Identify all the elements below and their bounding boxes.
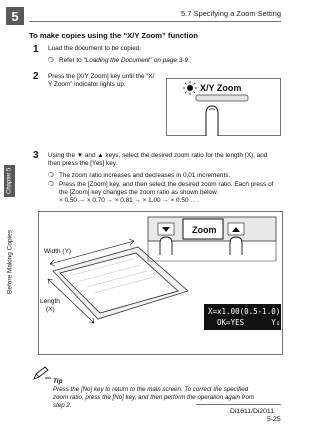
lcd-display [204,304,294,330]
chapter-number-badge: 5 [6,7,24,25]
zoom-key-label: Zoom [192,225,217,235]
bullet-icon: ❍ [48,172,54,179]
lcd-line-2: OK=YES Y↓ [208,318,281,327]
header-divider [29,21,281,22]
bullet-icon: ❍ [48,57,54,64]
zoom-sequence: × 0.50 → × 0.70 → × 0.81 → × 1.00 → × 0.50 . . . [59,197,200,204]
length-label: Length [40,298,60,305]
bullet-icon: ❍ [48,181,54,188]
step-text-line: then press the [Yes] key. [48,160,118,167]
indicator-light-icon [187,85,193,91]
step-number: 1 [33,44,39,55]
width-label: Width (Y) [44,248,72,255]
footer-model: Di1611/Di2011 [230,408,274,415]
step-number: 3 [33,150,39,161]
tip-text: Press the [No] key to return to the main screen. To correct the specified zoom ratio, press the [No] key, and then perform the operation again from step 2. [53,386,255,410]
procedure-title: To make copies using the “X/Y Zoom” function [29,31,198,40]
xy-zoom-key-illustration [166,78,281,136]
pressing-finger-icon [230,237,242,255]
xy-zoom-key-label: X/Y Zoom [200,83,242,93]
page-reference-link[interactable]: “Loading the Document” on page 3-9 [83,57,188,64]
step-note: ❍ Refer to “Loading the Document” on page 3-9. [48,57,190,64]
tip-label: Tip [53,378,63,385]
pressing-finger-icon [206,106,218,136]
step-text: Load the document to be copied. [48,45,142,52]
step-note-continued: the [Zoom] key changes the zoom ratio as shown below. [59,189,219,196]
step-note: ❍ The zoom ratio increases and decreases in 0.01 increments. [48,172,231,179]
length-axis-label: (X) [46,306,55,313]
lcd-line-1: X=x1.00(0.5-1.0) →X [208,307,294,316]
step-text-line: Press the [X/Y Zoom] key until the “X/ [48,73,155,80]
pressing-finger-icon [160,237,172,255]
tip-pencil-icon [33,366,51,380]
zoom-key-panel-illustration [38,211,283,355]
footer-divider [196,404,281,405]
running-header: 5.7 Specifying a Zoom Setting [180,9,281,18]
chapter-side-tab: Chapter 5 [4,165,15,197]
chapter-side-title: Before Making Copies [6,230,14,294]
step-note: ❍ Press the [Zoom] key, and then select the desired zoom ratio. Each press of [48,181,274,188]
step-text-line: Y Zoom” indicator lights up. [48,81,126,88]
page-number: 5-25 [267,416,281,423]
step-number: 2 [33,71,39,82]
step-text-line: Using the ▼ and ▲ keys, select the desired zoom ratio for the length (X), and [48,152,268,159]
